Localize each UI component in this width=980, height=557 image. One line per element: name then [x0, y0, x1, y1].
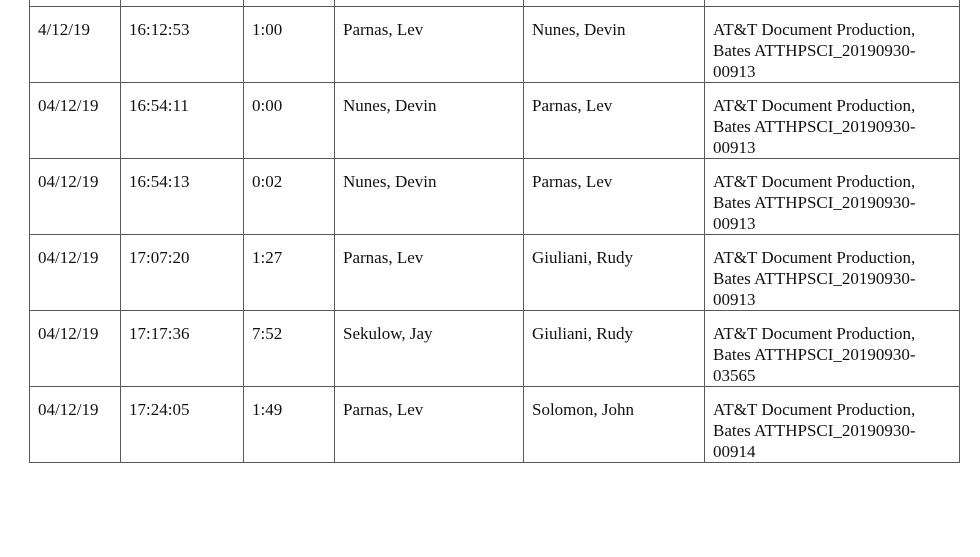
recipient-cell: Nunes, Devin [524, 7, 705, 83]
table-row [30, 235, 960, 311]
call-date-cell: 04/12/19 [30, 387, 121, 463]
source-line: AT&T Document Production, [713, 172, 916, 191]
source-line: AT&T Document Production, [713, 400, 916, 419]
source-cell [705, 311, 960, 387]
call-time-cell: 17:24:05 [121, 387, 244, 463]
call-duration-cell: 0:02 [244, 159, 335, 235]
call-duration-cell: 1:27 [244, 235, 335, 311]
source-cell [705, 235, 960, 311]
caller-cell: Sekulow, Jay [335, 311, 524, 387]
call-duration-cell: 1:49 [244, 387, 335, 463]
caller-cell: Parnas, Lev [335, 387, 524, 463]
source-line: AT&T Document Production, [713, 324, 916, 343]
source-line: 00913 [713, 290, 756, 309]
call-duration-cell: 7:52 [244, 311, 335, 387]
caller-cell: Nunes, Devin [335, 159, 524, 235]
call-date-cell: 04/12/19 [30, 235, 121, 311]
recipient-cell: Giuliani, Rudy [524, 235, 705, 311]
table-row [30, 387, 960, 463]
source-line: Bates ATTHPSCI_20190930- [713, 345, 916, 364]
call-time-cell: 17:17:36 [121, 311, 244, 387]
source-line: 00913 [713, 214, 756, 233]
source-line: Bates ATTHPSCI_20190930- [713, 193, 916, 212]
recipient-cell: Parnas, Lev [524, 159, 705, 235]
call-date-cell: 04/12/19 [30, 83, 121, 159]
source-line: 00914 [713, 442, 756, 461]
caller-cell: Parnas, Lev [335, 7, 524, 83]
source-line: Bates ATTHPSCI_20190930- [713, 269, 916, 288]
call-records-table [29, 0, 960, 463]
source-line: 00913 [713, 62, 756, 81]
call-duration-cell: 1:00 [244, 7, 335, 83]
recipient-cell: Solomon, John [524, 387, 705, 463]
call-date-cell: 04/12/19 [30, 159, 121, 235]
call-time-cell: 17:07:20 [121, 235, 244, 311]
call-time-cell: 16:54:11 [121, 83, 244, 159]
call-time-cell: 16:54:13 [121, 159, 244, 235]
source-cell [705, 387, 960, 463]
recipient-cell: Parnas, Lev [524, 83, 705, 159]
source-cell [705, 83, 960, 159]
call-time-cell: 16:12:53 [121, 7, 244, 83]
call-records-body [30, 0, 960, 463]
source-line: 03565 [713, 366, 756, 385]
source-line: 00913 [713, 138, 756, 157]
source-line: AT&T Document Production, [713, 96, 916, 115]
recipient-cell: Giuliani, Rudy [524, 311, 705, 387]
source-line: AT&T Document Production, [713, 20, 916, 39]
caller-cell: Nunes, Devin [335, 83, 524, 159]
table-row [30, 311, 960, 387]
source-line: Bates ATTHPSCI_20190930- [713, 421, 916, 440]
source-line: Bates ATTHPSCI_20190930- [713, 117, 916, 136]
call-duration-cell: 0:00 [244, 83, 335, 159]
source-cell [705, 159, 960, 235]
source-cell [705, 7, 960, 83]
table-row [30, 83, 960, 159]
source-line: Bates ATTHPSCI_20190930- [713, 41, 916, 60]
table-row [30, 159, 960, 235]
source-line: AT&T Document Production, [713, 248, 916, 267]
call-date-cell: 4/12/19 [30, 7, 121, 83]
call-date-cell: 04/12/19 [30, 311, 121, 387]
table-row [30, 7, 960, 83]
caller-cell: Parnas, Lev [335, 235, 524, 311]
